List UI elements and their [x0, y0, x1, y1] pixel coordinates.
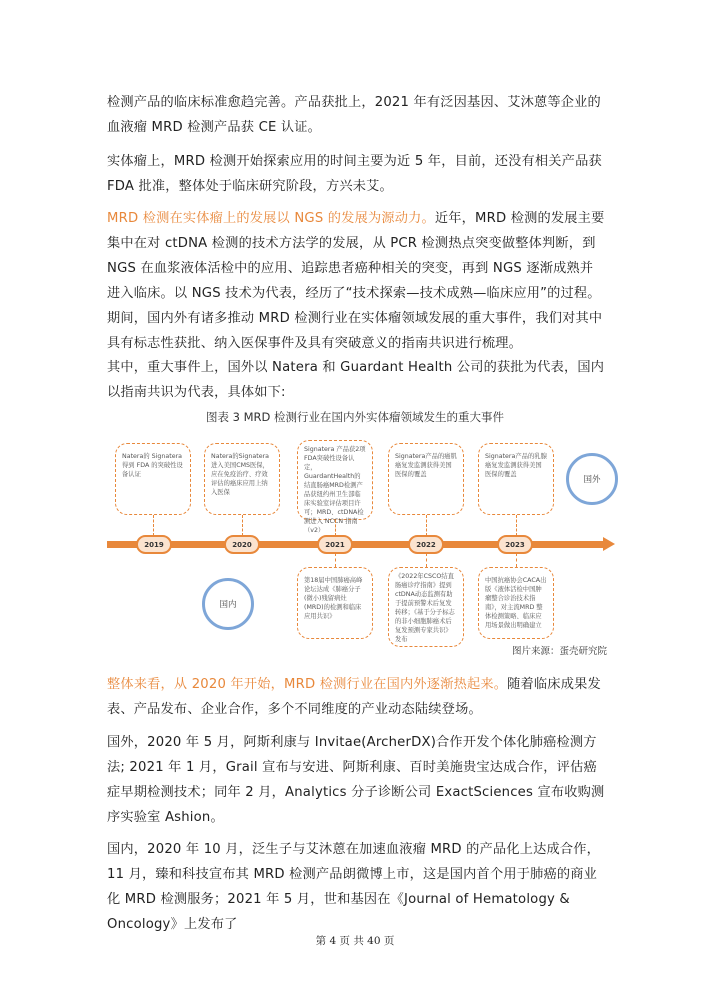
paragraph-3-highlight: MRD 检测在实体瘤上的发展以 NGS 的发展为源动力。: [107, 211, 435, 226]
year-2020: 2020: [224, 535, 260, 554]
connector-2020: [242, 515, 243, 536]
paragraph-7: 国内，2020 年 10 月，泛生子与艾沐蒽在加速血液瘤 MRD 的产品化上达成合作，11 月，臻和科技宣布其 MRD 检测产品朗微博上市，这是国内首个用于肺癌的商业化 MRD 检测服务；2021 年 5 月，世和基因在《Journal of Hematology & Oncology》上发布了: [107, 842, 601, 932]
event-box-top-2021: Signatera 产品获2项FDA突破性设备认定，GuardantHealth的结直肠癌MRD检测产品获纽约州卫生部临床实验室评估项目许可；MRD、ctDNA检测进入 NCCN 指南（v2）: [297, 440, 373, 520]
domestic-circle: 国内: [202, 578, 254, 630]
figure-title: 图表 3 MRD 检测行业在国内外实体瘤领域发生的重大事件: [205, 410, 505, 424]
connector-2021-bottom: [335, 553, 336, 567]
connector-2019: [153, 515, 154, 536]
year-2022: 2022: [408, 535, 444, 554]
event-box-top-2019: Natera的 Signatera 得到 FDA 的突破性设备认证: [115, 443, 191, 515]
event-box-top-2023: Signatera产品的乳腺癌复发监测获得美国医保的覆盖: [478, 443, 554, 515]
paragraph-5-body: 随着临床成果发表、产品发布、企业合作，多个不同维度的产业动态陆续登场。: [107, 677, 601, 717]
paragraph-5: [107, 672, 605, 722]
figure-source: 图片来源：蛋壳研究院: [511, 646, 607, 657]
paragraph-4: 其中，重大事件上，国外以 Natera 和 Guardant Health 公司的获批为代表，国内以指南共识为代表，具体如下:: [107, 360, 605, 400]
paragraph-5-highlight: 整体来看，从 2020 年开始，MRD 检测行业在国内外逐渐热起来。: [107, 677, 508, 692]
event-box-bottom-2021: 第18届中国肺癌高峰论坛达成《肺癌分子(微小)残留病灶(MRD)的检测和临床应用共识》: [297, 567, 373, 639]
foreign-circle: 国外: [566, 453, 618, 505]
year-2023: 2023: [497, 535, 533, 554]
connector-2022-bottom: [426, 553, 427, 567]
page-footer: 第 4 页 共 40 页: [315, 935, 395, 947]
connector-2021-top: [335, 520, 336, 536]
event-box-top-2020: Natera的Signatera进入美国CMS医保，应在免疫治疗、疗效评估的癌床应用上纳入医保: [204, 443, 280, 515]
paragraph-3-body: 近年，MRD 检测的发展主要集中在对 ctDNA 检测的技术方法学的发展，从 PCR 检测热点突变做整体判断，到 NGS 在血浆液体活检中的应用、追踪患者癌种相关的突变，再到 NGS 逐渐成熟并进入临床。以 NGS 技术为代表，经历了“技术探索—技术成熟—临床应用”的过程。期间，国内外有诸多推动 MRD 检测行业在实体瘤领域发展的重大事件，我们对其中具有标志性获批、纳入医保事件及具有突破意义的指南共识进行梳理。: [107, 211, 605, 351]
event-box-bottom-2023: 中国抗癌协会CACA出版《液体活检中国肿瘤整合诊治技术指南》，对主流MRD 整体检测策略、临床应用场景做出明确建立: [478, 567, 554, 639]
year-2019: 2019: [136, 535, 172, 554]
connector-2023-top: [516, 515, 517, 536]
paragraph-1: 检测产品的临床标准愈趋完善。产品获批上，2021 年有泛因基因、艾沐蒽等企业的血液瘤 MRD 检测产品获 CE 认证。: [107, 95, 601, 135]
paragraph-2: 实体瘤上，MRD 检测开始探索应用的时间主要为近 5 年，目前，还没有相关产品获 FDA 批准，整体处于临床研究阶段，方兴未艾。: [107, 154, 602, 194]
connector-2022-top: [426, 515, 427, 536]
paragraph-6: 国外，2020 年 5 月，阿斯利康与 Invitae(ArcherDX)合作开发个体化肺癌检测方法; 2021 年 1 月，Grail 宣布与安进、阿斯利康、百时美施贵宝达成合作，评估癌症早期检测技术；同年 2 月，Analytics 分子诊断公司 ExactSciences 宣布收购测序实验室 Ashion。: [107, 735, 605, 825]
connector-2023-bottom: [516, 553, 517, 567]
event-box-top-2022: Signatera产品的癌肌癌复发监测获得美国医保的覆盖: [388, 443, 464, 515]
year-2021: 2021: [317, 535, 353, 554]
timeline-arrow-icon: [603, 537, 615, 551]
event-box-bottom-2022: 《2022年CSCO结直肠癌诊疗指南》提到ctDNA动态监测有助于提前预警术后复发转移；《基于分子标志的非小细胞肺癌术后复发预测专家共识》发布: [388, 567, 464, 647]
paragraph-3: [107, 206, 605, 356]
